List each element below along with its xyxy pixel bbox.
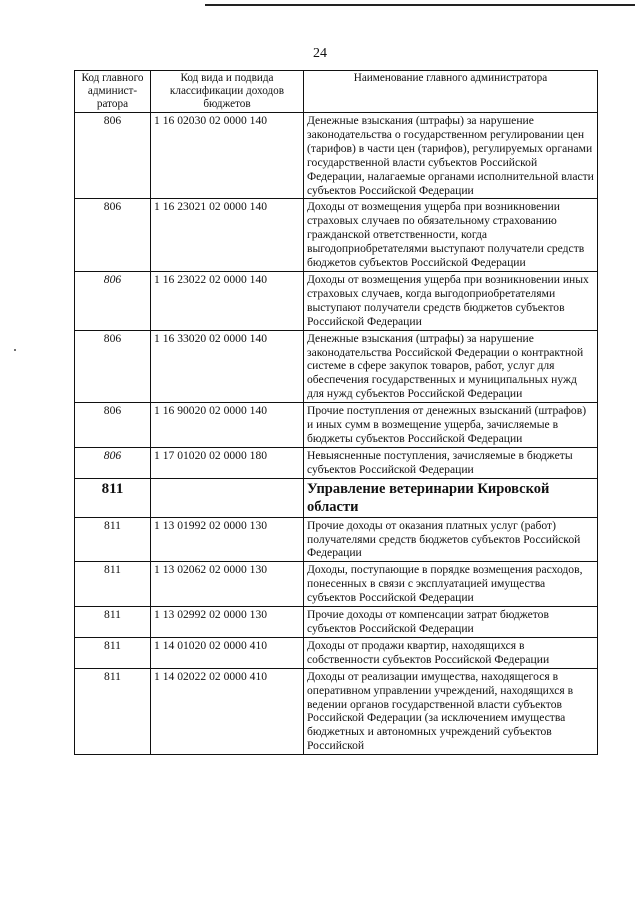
admin-code-cell: 811 [75, 562, 151, 607]
header-admin-code: Код главного админист-ратора [75, 71, 151, 113]
admin-name-cell: Невыясненные поступления, зачисляемые в бюджеты субъектов Российской Федерации [304, 447, 598, 478]
admin-code-cell: 806 [75, 447, 151, 478]
admin-code-cell: 806 [75, 271, 151, 330]
admin-name-cell: Денежные взыскания (штрафы) за нарушение законодательства о государственном регулировании цен (тарифов) в части цен (тарифов), регулируемых органами государственной власти субъектов Российской Федерации, налагаемые органами исполнительной власти субъектов Российской Федерации [304, 113, 598, 199]
classification-code-cell: 1 17 01020 02 0000 180 [151, 447, 304, 478]
table-row-administrator-heading [75, 478, 598, 517]
admin-name-cell: Прочие доходы от оказания платных услуг (работ) получателями средств бюджетов субъектов Российской Федерации [304, 517, 598, 562]
table-row [75, 668, 598, 754]
table-row [75, 607, 598, 638]
table-row [75, 330, 598, 403]
admin-name-cell: Прочие поступления от денежных взысканий (штрафов) и иных сумм в возмещение ущерба, зачисляемые в бюджеты субъектов Российской Федерации [304, 403, 598, 448]
admin-name-cell: Денежные взыскания (штрафы) за нарушение законодательства Российской Федерации о контрактной системе в сфере закупок товаров, работ, услуг для обеспечения государственных и муниципальных нужд для нужд субъектов Российской Федерации [304, 330, 598, 403]
admin-code-cell: 806 [75, 403, 151, 448]
top-rule [205, 4, 635, 6]
scan-speck [14, 349, 16, 351]
classification-code-cell: 1 16 02030 02 0000 140 [151, 113, 304, 199]
admin-code-cell: 811 [75, 668, 151, 754]
header-admin-name: Наименование главного администратора [304, 71, 598, 113]
classification-code-cell: 1 16 23022 02 0000 140 [151, 271, 304, 330]
admin-code-cell: 811 [75, 637, 151, 668]
header-classification-code: Код вида и подвида классификации доходов бюджетов [151, 71, 304, 113]
admin-name-cell: Доходы от возмещения ущерба при возникновении страховых случаев по обязательному страхованию гражданской ответственности, когда выгодоприобретателями выступают получатели средств бюджетов субъектов Российской Федерации [304, 199, 598, 272]
table-row [75, 271, 598, 330]
table-row [75, 403, 598, 448]
table-row [75, 447, 598, 478]
classification-code-cell: 1 16 90020 02 0000 140 [151, 403, 304, 448]
admin-code-cell: 806 [75, 113, 151, 199]
table-row [75, 562, 598, 607]
table-row [75, 113, 598, 199]
admin-code-cell: 811 [75, 607, 151, 638]
classification-code-cell [151, 478, 304, 517]
classification-code-cell: 1 13 02062 02 0000 130 [151, 562, 304, 607]
table-header-row [75, 71, 598, 113]
classification-code-cell: 1 13 02992 02 0000 130 [151, 607, 304, 638]
revenue-administrators-table [74, 70, 598, 755]
table-row [75, 637, 598, 668]
admin-name-cell: Доходы, поступающие в порядке возмещения расходов, понесенных в связи с эксплуатацией имущества субъектов Российской Федерации [304, 562, 598, 607]
admin-code-cell: 806 [75, 330, 151, 403]
page-number: 24 [313, 46, 327, 61]
admin-code-cell: 811 [75, 478, 151, 517]
admin-name-cell: Управление ветеринарии Кировской области [304, 478, 598, 517]
admin-code-cell: 811 [75, 517, 151, 562]
classification-code-cell: 1 16 23021 02 0000 140 [151, 199, 304, 272]
classification-code-cell: 1 16 33020 02 0000 140 [151, 330, 304, 403]
admin-name-cell: Прочие доходы от компенсации затрат бюджетов субъектов Российской Федерации [304, 607, 598, 638]
classification-code-cell: 1 14 02022 02 0000 410 [151, 668, 304, 754]
admin-name-cell: Доходы от реализации имущества, находящегося в оперативном управлении учреждений, находящихся в ведении органов государственной власти субъектов Российской Федерации (за исключением имущества бюджетных и автономных учреждений субъектов Российской [304, 668, 598, 754]
admin-name-cell: Доходы от возмещения ущерба при возникновении иных страховых случаев, когда выгодоприобретателями выступают получатели средств бюджетов субъектов Российской Федерации [304, 271, 598, 330]
classification-code-cell: 1 14 01020 02 0000 410 [151, 637, 304, 668]
admin-name-cell: Доходы от продажи квартир, находящихся в собственности субъектов Российской Федерации [304, 637, 598, 668]
admin-code-cell: 806 [75, 199, 151, 272]
table-row [75, 517, 598, 562]
table-row [75, 199, 598, 272]
classification-code-cell: 1 13 01992 02 0000 130 [151, 517, 304, 562]
